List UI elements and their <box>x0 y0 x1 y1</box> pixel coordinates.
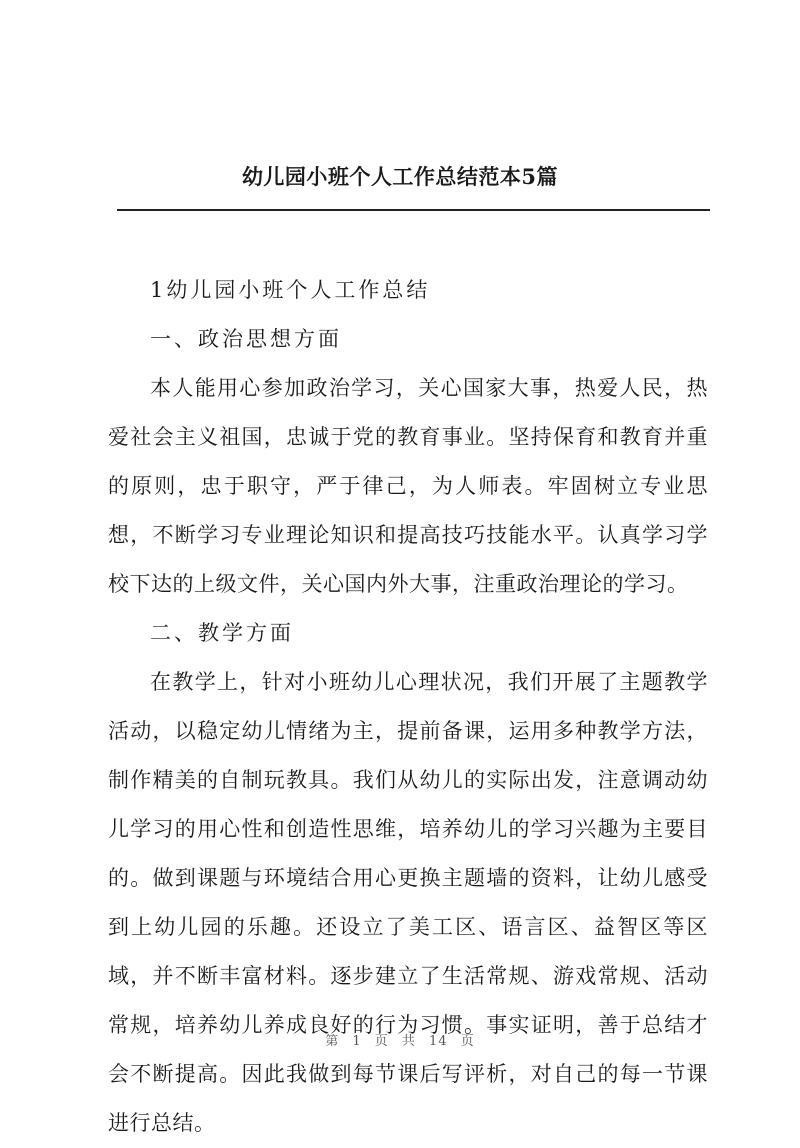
page-title: 幼儿园小班个人工作总结范本5篇 <box>241 164 559 189</box>
body-paragraph: 本人能用心参加政治学习，关心国家大事，热爱人民，热爱社会主义祖国，忠诚于党的教育事业。坚持保育和教育并重的原则，忠于职守，严于律己，为人师表。牢固树立专业思想，不断学习专业理论知识和提高技巧技能水平。认真学习学校下达的上级文件，关心国内外大事，注重政治理论的学习。 <box>108 376 708 596</box>
section-heading: 1幼儿园小班个人工作总结 <box>150 278 431 302</box>
section-heading: 二、教学方面 <box>150 621 294 645</box>
section-heading: 一、政治思想方面 <box>150 327 342 351</box>
title-divider <box>117 209 710 211</box>
body-paragraph: 在教学上，针对小班幼儿心理状况，我们开展了主题教学活动，以稳定幼儿情绪为主，提前备课，运用多种教学方法，制作精美的自制玩教具。我们从幼儿的实际出发，注意调动幼儿学习的用心性和创造性思维，培养幼儿的学习兴趣为主要目的。做到课题与环境结合用心更换主题墙的资料，让幼儿感受到上幼儿园的乐趣。还设立了美工区、语言区、益智区等区域，并不断丰富材料。逐步建立了生活常规、游戏常规、活动常规，培养幼儿养成良好的行为习惯。事实证明，善于总结才会不断提高。因此我做到每节课后写评析，对自己的每一节课进行总结。 <box>108 670 708 1135</box>
page-number-footer: 第 1 页 共 14 页 <box>325 1034 475 1049</box>
document-body <box>108 266 708 1148</box>
